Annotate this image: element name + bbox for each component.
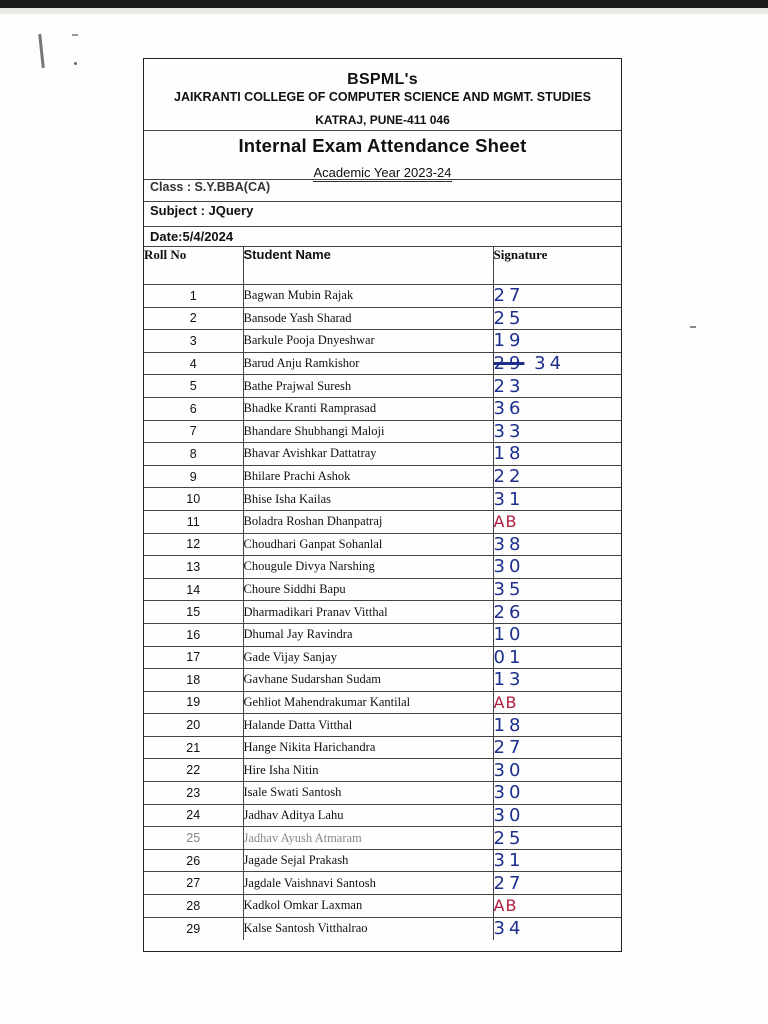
pen-mark (72, 34, 78, 36)
roll-number: 8 (144, 443, 243, 466)
roll-number: 24 (144, 804, 243, 827)
student-name: Choure Siddhi Bapu (243, 578, 493, 601)
signature-cell (493, 420, 621, 443)
table-row (144, 736, 621, 759)
signature-mark: 18 (493, 714, 525, 736)
date-label: Date:5/4/2024 (144, 227, 493, 247)
signature-cell (493, 646, 621, 669)
table-row (144, 510, 621, 533)
roll-number: 2 (144, 307, 243, 330)
signature-mark: 31 (493, 488, 525, 510)
signature-mark: 33 (493, 420, 525, 442)
signature-mark: AB (493, 512, 518, 532)
roll-number: 20 (144, 714, 243, 737)
date-row (144, 227, 621, 247)
signature-mark: 34 (534, 353, 566, 375)
signature-mark: 13 (493, 669, 525, 691)
signature-cell (493, 556, 621, 579)
signature-mark: 01 (493, 646, 525, 668)
org-name: BSPML's (347, 71, 418, 88)
signature-mark: 30 (493, 556, 525, 578)
divider (144, 201, 621, 202)
student-name: Hange Nikita Harichandra (243, 736, 493, 759)
signature-cell (493, 601, 621, 624)
table-row (144, 917, 621, 940)
student-name: Bhavar Avishkar Dattatray (243, 443, 493, 466)
table-row (144, 285, 621, 308)
table-row (144, 352, 621, 375)
pen-mark (74, 62, 77, 65)
pen-mark (690, 326, 696, 328)
roll-number: 6 (144, 397, 243, 420)
photo-top-shadow (0, 8, 768, 14)
roll-number: 9 (144, 465, 243, 488)
table-row (144, 804, 621, 827)
class-label: Class : S.Y.BBA(CA) (150, 180, 271, 194)
table-row (144, 827, 621, 850)
signature-cell (493, 285, 621, 308)
roll-number: 10 (144, 488, 243, 511)
table-row (144, 849, 621, 872)
signature-column-header: Signature (493, 247, 621, 285)
student-name: Bhise Isha Kailas (243, 488, 493, 511)
roll-number: 14 (144, 578, 243, 601)
column-header-row (144, 247, 621, 285)
signature-cell (493, 465, 621, 488)
signature-cell (493, 488, 621, 511)
student-name: Bhilare Prachi Ashok (243, 465, 493, 488)
student-name: Dhumal Jay Ravindra (243, 623, 493, 646)
signature-cell (493, 330, 621, 353)
signature-cell (493, 533, 621, 556)
student-name: Bhandare Shubhangi Maloji (243, 420, 493, 443)
signature-mark: 27 (493, 285, 525, 307)
table-row (144, 623, 621, 646)
subject-label: Subject : JQuery (150, 203, 254, 218)
student-name: Dharmadikari Pranav Vitthal (243, 601, 493, 624)
student-name: Jadhav Aditya Lahu (243, 804, 493, 827)
pen-mark (38, 34, 45, 68)
signature-cell (493, 623, 621, 646)
signature-cell (493, 669, 621, 692)
signature-mark: 18 (493, 443, 525, 465)
attendance-sheet (143, 58, 622, 952)
photo-top-edge (0, 0, 768, 8)
roll-number: 19 (144, 691, 243, 714)
signature-cell (493, 736, 621, 759)
roll-number: 3 (144, 330, 243, 353)
signature-cell (493, 397, 621, 420)
signature-cell (493, 307, 621, 330)
signature-cell (493, 759, 621, 782)
student-name: Jagade Sejal Prakash (243, 849, 493, 872)
roll-number: 5 (144, 375, 243, 398)
student-name: Barkule Pooja Dnyeshwar (243, 330, 493, 353)
signature-cell (493, 578, 621, 601)
signature-cell (493, 872, 621, 895)
table-row (144, 759, 621, 782)
student-name: Gavhane Sudarshan Sudam (243, 669, 493, 692)
table-row (144, 330, 621, 353)
student-name: Barud Anju Ramkishor (243, 352, 493, 375)
table-row (144, 420, 621, 443)
academic-year: Academic Year 2023-24 (313, 165, 452, 180)
roll-number: 23 (144, 782, 243, 805)
student-name: Bhadke Kranti Ramprasad (243, 397, 493, 420)
college-name: JAIKRANTI COLLEGE OF COMPUTER SCIENCE AND MGMT. STUDIES (174, 90, 591, 104)
table-row (144, 465, 621, 488)
table-row (144, 691, 621, 714)
student-name: Gade Vijay Sanjay (243, 646, 493, 669)
table-row (144, 895, 621, 918)
signature-mark: 22 (493, 466, 525, 488)
roll-number: 21 (144, 736, 243, 759)
roll-column-header: Roll No (144, 247, 243, 285)
signature-cell (493, 352, 621, 375)
signature-cell (493, 849, 621, 872)
student-name: Kalse Santosh Vitthalrao (243, 917, 493, 940)
signature-mark: 38 (493, 533, 525, 555)
signature-mark: AB (493, 692, 518, 712)
student-name: Bathe Prajwal Suresh (243, 375, 493, 398)
roll-number: 25 (144, 827, 243, 850)
signature-cell (493, 375, 621, 398)
table-row (144, 443, 621, 466)
roll-number: 22 (144, 759, 243, 782)
table-row (144, 669, 621, 692)
signature-mark: 25 (493, 827, 525, 849)
table-row (144, 533, 621, 556)
table-row (144, 782, 621, 805)
signature-mark: AB (493, 896, 518, 916)
student-name: Chougule Divya Narshing (243, 556, 493, 579)
roll-number: 17 (144, 646, 243, 669)
struck-mark: 29 (493, 353, 525, 375)
table-row (144, 714, 621, 737)
student-name: Jadhav Ayush Atmaram (243, 827, 493, 850)
attendance-table (144, 226, 621, 940)
roll-number: 7 (144, 420, 243, 443)
signature-mark: 30 (493, 759, 525, 781)
student-name: Jagdale Vaishnavi Santosh (243, 872, 493, 895)
student-name: Boladra Roshan Dhanpatraj (243, 510, 493, 533)
signature-mark: 25 (493, 307, 525, 329)
roll-number: 29 (144, 917, 243, 940)
student-name: Hire Isha Nitin (243, 759, 493, 782)
signature-mark: 19 (493, 330, 525, 352)
signature-mark: 26 (493, 601, 525, 623)
roll-number: 11 (144, 510, 243, 533)
roll-number: 26 (144, 849, 243, 872)
student-name: Bagwan Mubin Rajak (243, 285, 493, 308)
roll-number: 15 (144, 601, 243, 624)
student-name: Choudhari Ganpat Sohanlal (243, 533, 493, 556)
signature-mark: 27 (493, 737, 525, 759)
signature-mark: 10 (493, 624, 525, 646)
roll-number: 1 (144, 285, 243, 308)
student-name: Bansode Yash Sharad (243, 307, 493, 330)
signature-mark: 23 (493, 375, 525, 397)
sheet-title: Internal Exam Attendance Sheet (238, 135, 527, 156)
roll-number: 12 (144, 533, 243, 556)
divider (144, 130, 621, 131)
signature-cell (493, 691, 621, 714)
signature-mark: 35 (493, 579, 525, 601)
date-row-blank (493, 227, 621, 247)
signature-mark: 30 (493, 782, 525, 804)
roll-number: 16 (144, 623, 243, 646)
signature-cell (493, 895, 621, 918)
student-name: Gehliot Mahendrakumar Kantilal (243, 691, 493, 714)
table-row (144, 578, 621, 601)
table-row (144, 872, 621, 895)
college-address: KATRAJ, PUNE-411 046 (315, 113, 450, 127)
table-row (144, 307, 621, 330)
student-name: Kadkol Omkar Laxman (243, 895, 493, 918)
name-column-header: Student Name (243, 247, 493, 285)
student-name: Halande Datta Vitthal (243, 714, 493, 737)
signature-mark: 36 (493, 398, 525, 420)
signature-mark: 34 (493, 918, 525, 940)
signature-cell (493, 782, 621, 805)
student-name: Isale Swati Santosh (243, 782, 493, 805)
roll-number: 28 (144, 895, 243, 918)
table-row (144, 601, 621, 624)
signature-cell (493, 917, 621, 940)
signature-cell (493, 714, 621, 737)
signature-cell (493, 443, 621, 466)
signature-mark: 27 (493, 872, 525, 894)
table-row (144, 397, 621, 420)
signature-cell (493, 804, 621, 827)
roll-number: 27 (144, 872, 243, 895)
table-row (144, 375, 621, 398)
signature-mark: 31 (493, 850, 525, 872)
table-row (144, 488, 621, 511)
signature-cell (493, 827, 621, 850)
table-row (144, 556, 621, 579)
table-row (144, 646, 621, 669)
roll-number: 4 (144, 352, 243, 375)
roll-number: 18 (144, 669, 243, 692)
signature-cell (493, 510, 621, 533)
signature-mark: 30 (493, 804, 525, 826)
roll-number: 13 (144, 556, 243, 579)
